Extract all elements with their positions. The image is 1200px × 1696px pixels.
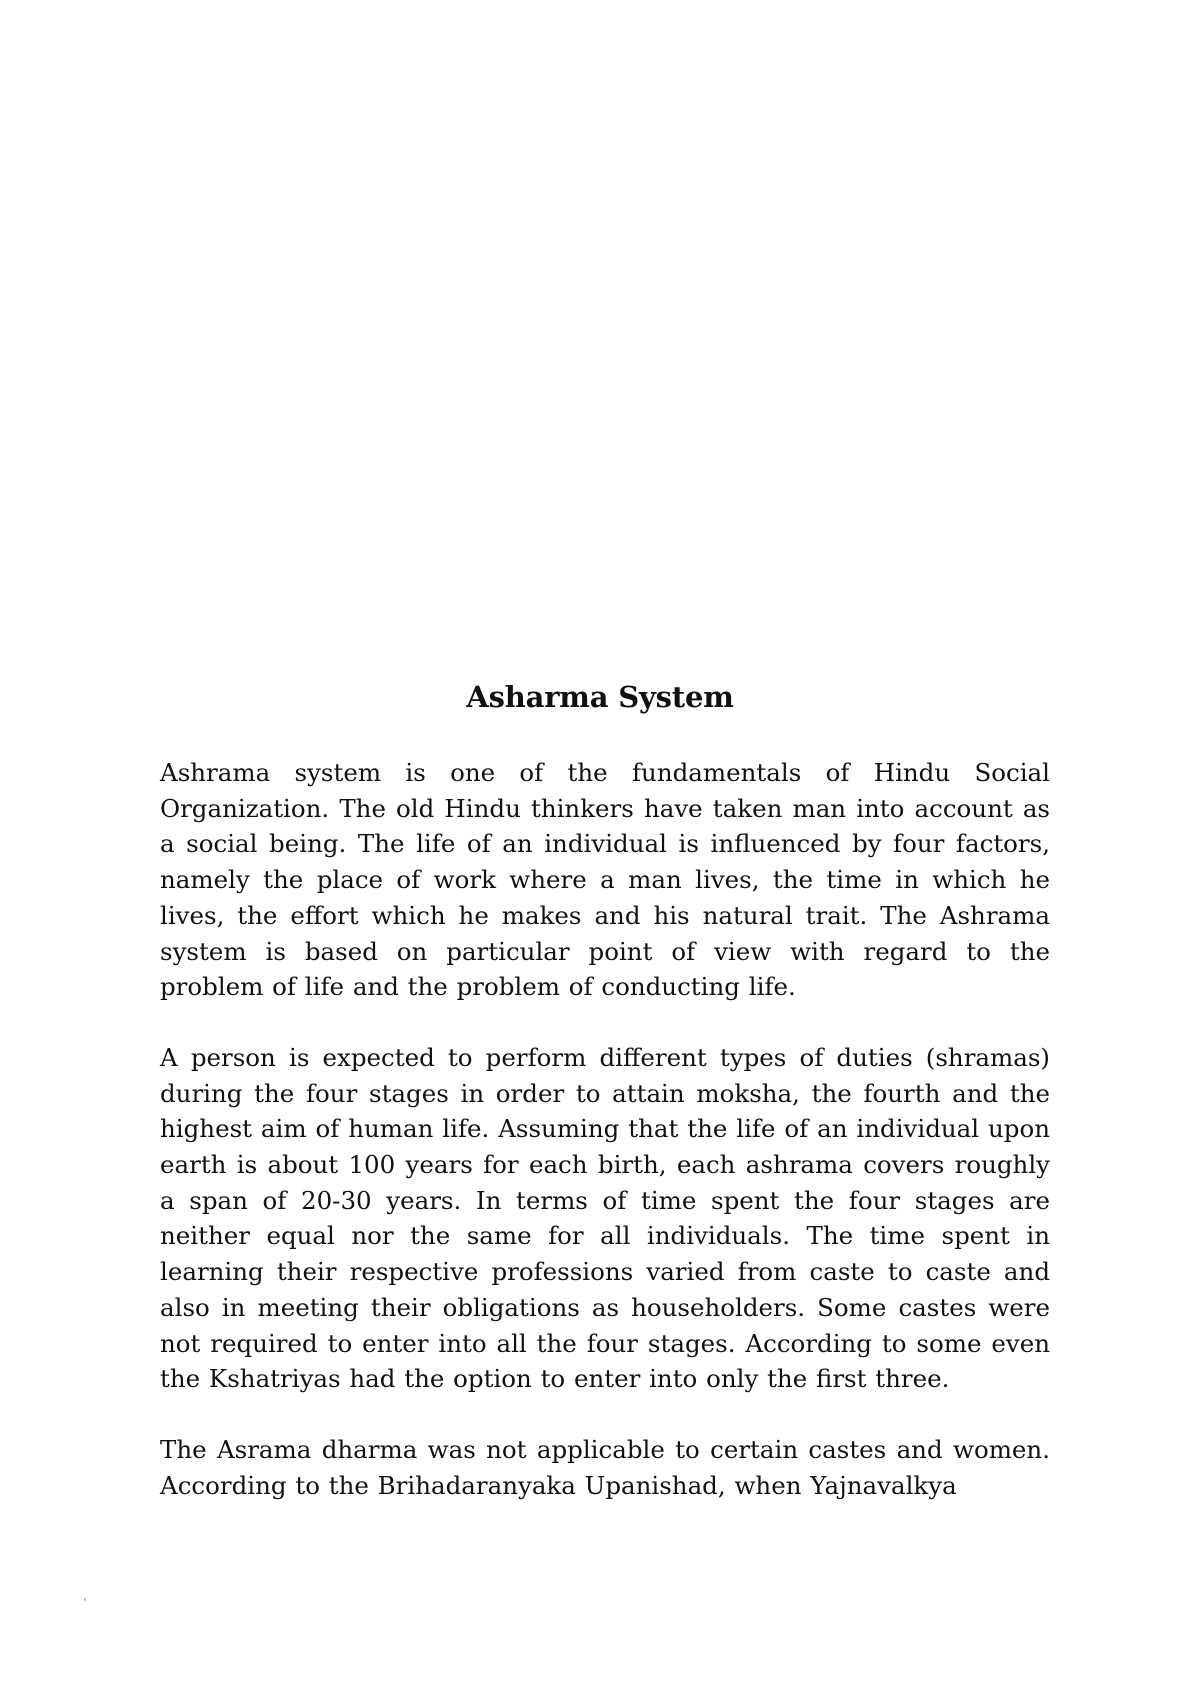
- paragraph-2: A person is expected to perform different types of duties (shramas) during the four stages in order to attain moksha, the fourth and the highest aim of human life. Assuming that the life of an individual upon earth is about 100 years for each birth, each ashrama covers roughly a span of 20-30 years. In terms of time spent the four stages are neither equal nor the same for all individuals. The time spent in learning their respective professions varied from caste to caste and also in meeting their obligations as householders. Some castes were not required to enter into all the four stages. According to some even the Kshatriyas had the option to enter into only the first three.: [160, 1042, 1050, 1394]
- paragraph-3: The Asrama dharma was not applicable to certain castes and women. According to the Brihadaranyaka Upanishad, when Yajnavalkya: [160, 1434, 1050, 1500]
- body-text: [160, 755, 1050, 1538]
- page-title: Asharma System: [466, 680, 734, 714]
- paragraph-1: Ashrama system is one of the fundamentals of Hindu Social Organization. The old Hindu thinkers have taken man into account as a social being. The life of an individual is influenced by four factors, namely the place of work where a man lives, the time in which he lives, the effort which he makes and his natural trait. The Ashrama system is based on particular point of view with regard to the problem of life and the problem of conducting life.: [160, 758, 1050, 1002]
- scan-speck: [84, 1598, 86, 1601]
